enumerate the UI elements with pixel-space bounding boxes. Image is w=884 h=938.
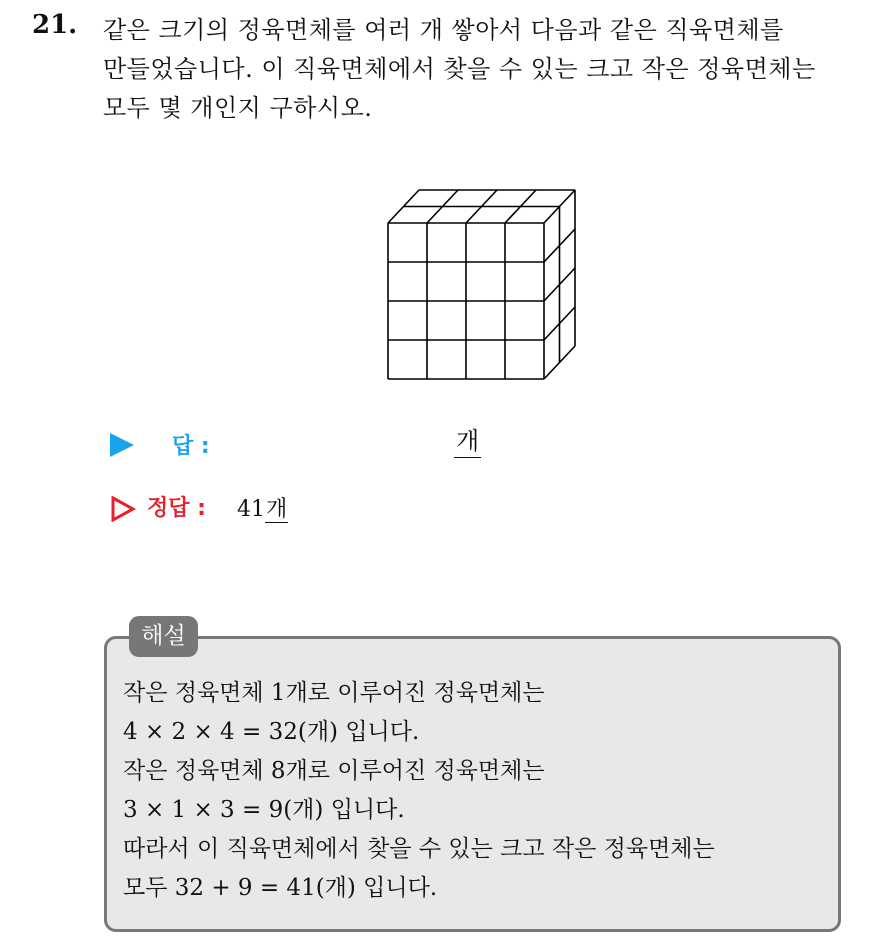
answer-row — [110, 425, 530, 465]
explanation-line: 모두 32 + 9 = 41(개) 입니다. — [123, 875, 438, 901]
explanation-line: 작은 정육면체 1개로 이루어진 정육면체는 — [123, 680, 545, 706]
explanation-line: 따라서 이 직육면체에서 찾을 수 있는 크고 작은 정육면체는 — [123, 836, 715, 862]
cuboid-figure — [376, 180, 586, 390]
correct-answer-value — [237, 492, 288, 523]
play-icon — [110, 433, 134, 457]
explanation-line: 작은 정육면체 8개로 이루어진 정육면체는 — [123, 758, 545, 784]
cuboid-drawing — [376, 180, 586, 390]
answer-unit: 개 — [454, 425, 481, 458]
correct-number: 41 — [237, 497, 265, 522]
explanation-line: 3 × 1 × 3 = 9(개) 입니다. — [123, 797, 405, 823]
answer-label: 답 : — [172, 434, 210, 459]
question-line: 만들었습니다. 이 직육면체에서 찾을 수 있는 크고 작은 정육면체는 — [103, 55, 816, 83]
question-number: 21. — [32, 10, 78, 40]
correct-unit: 개 — [266, 497, 288, 522]
question-text — [103, 11, 873, 128]
outline-play-icon — [110, 496, 136, 522]
explanation-tab: 해설 — [129, 616, 198, 657]
explanation-text — [123, 674, 833, 908]
question-line: 모두 몇 개인지 구하시오. — [103, 94, 373, 122]
explanation-line: 4 × 2 × 4 = 32(개) 입니다. — [123, 719, 420, 745]
correct-answer-row — [110, 488, 410, 528]
correct-answer-label: 정답 : — [147, 496, 206, 521]
question-line: 같은 크기의 정육면체를 여러 개 쌓아서 다음과 같은 직육면체를 — [103, 16, 784, 44]
